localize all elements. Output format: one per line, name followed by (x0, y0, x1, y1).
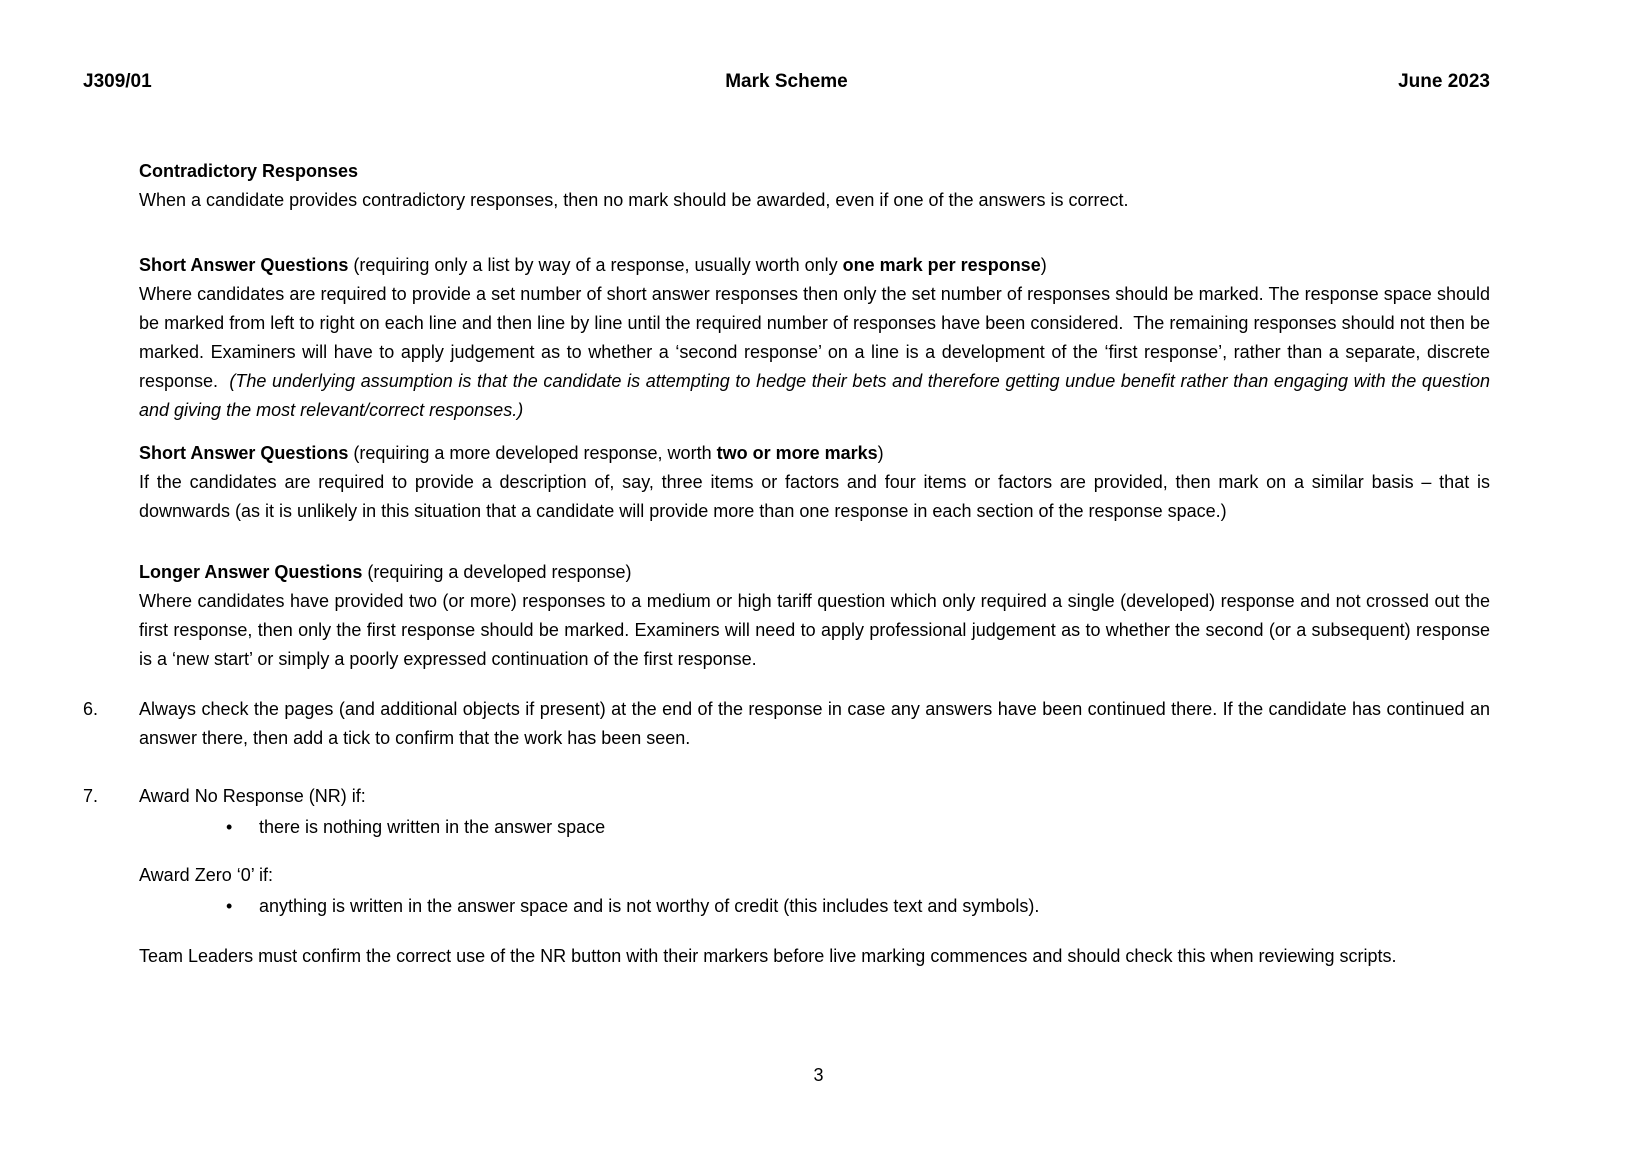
section-body (139, 468, 1490, 526)
body-run-italic: (The underlying assumption is that the candidate is attempting to hedge their bets and therefore getting undue benefit rather than engaging with the question and giving the most relevant/correct responses.) (139, 371, 1490, 420)
team-leaders-note: Team Leaders must confirm the correct use of the NR button with their markers before live marking commences and should check this when reviewing scripts. (139, 946, 1397, 966)
heading-run: one mark per response (842, 255, 1041, 275)
body-run: When a candidate provides contradictory responses, then no mark should be awarded, even if one of the answers is correct. (139, 190, 1129, 210)
heading-run: Short Answer Questions (139, 255, 349, 275)
numbered-item-6 (83, 695, 1490, 753)
section-heading (139, 558, 1490, 587)
body-run: If the candidates are required to provide a description of, say, three items or factors and four items or factors are provided, then mark on a similar basis – that is downwards (as it is unlikely in this situation that a candidate will provide more than one response in each section of the response space.) (139, 472, 1490, 521)
bullet-icon: • (226, 896, 233, 916)
item-number: 6. (83, 699, 99, 719)
award-zero-lead: Award Zero ‘0’ if: (139, 865, 274, 885)
page-number: 3 (813, 1065, 824, 1085)
section-short-answer-developed (139, 439, 1490, 526)
section-contradictory-responses (139, 157, 1490, 215)
section-longer-answer (139, 558, 1490, 674)
section-body (139, 186, 1490, 215)
item-text: Always check the pages (and additional objects if present) at the end of the response in case any answers have been continued there. If the candidate has continued an answer there, then add a tick to confirm that the work has been seen. (139, 699, 1490, 748)
numbered-item-7 (83, 782, 1490, 971)
heading-run: (requiring a developed response) (362, 562, 632, 582)
bullet-icon: • (226, 817, 233, 837)
item-number: 7. (83, 786, 99, 806)
heading-run: two or more marks (716, 443, 878, 463)
heading-run: (requiring a more developed response, worth (348, 443, 717, 463)
heading-run: Short Answer Questions (139, 443, 349, 463)
section-body (139, 587, 1490, 674)
heading-run: ) (877, 443, 884, 463)
heading-run: (requiring only a list by way of a response, usually worth only (348, 255, 843, 275)
bullet-text: there is nothing written in the answer space (259, 817, 606, 837)
heading-run: Contradictory Responses (139, 161, 359, 181)
heading-run: ) (1040, 255, 1047, 275)
exam-session: June 2023 (1398, 71, 1490, 92)
section-short-answer-list (139, 251, 1490, 425)
bullet-item (139, 892, 1490, 921)
body-run: Where candidates are required to provide a set number of short answer responses then only the set number of responses should be marked. The response space should be marked from left to right on each line and then line by line until the required number of responses have been considered. The remaining responses should not then be marked. Examiners will have to apply judgement as to whether a ‘second response’ on a line is a development of the ‘first response’, rather than a separate, discrete response. (139, 284, 1490, 391)
document-title: Mark Scheme (725, 71, 848, 92)
bullet-item (139, 813, 1490, 842)
section-heading (139, 157, 1490, 186)
page-header (83, 67, 1490, 96)
heading-run: Longer Answer Questions (139, 562, 363, 582)
body-run: Where candidates have provided two (or more) responses to a medium or high tariff question which only required a single (developed) response and not crossed out the first response, then only the first response should be marked. Examiners will need to apply professional judgement as to whether the second (or a subsequent) response is a ‘new start’ or simply a poorly expressed continuation of the first response. (139, 591, 1490, 669)
item-content (139, 782, 1490, 971)
section-body (139, 280, 1490, 425)
section-heading (139, 251, 1490, 280)
bullet-text: anything is written in the answer space and is not worthy of credit (this includes text and symbols). (259, 896, 1040, 916)
award-nr-lead: Award No Response (NR) if: (139, 786, 366, 806)
paper-code: J309/01 (83, 71, 152, 92)
section-heading (139, 439, 1490, 468)
